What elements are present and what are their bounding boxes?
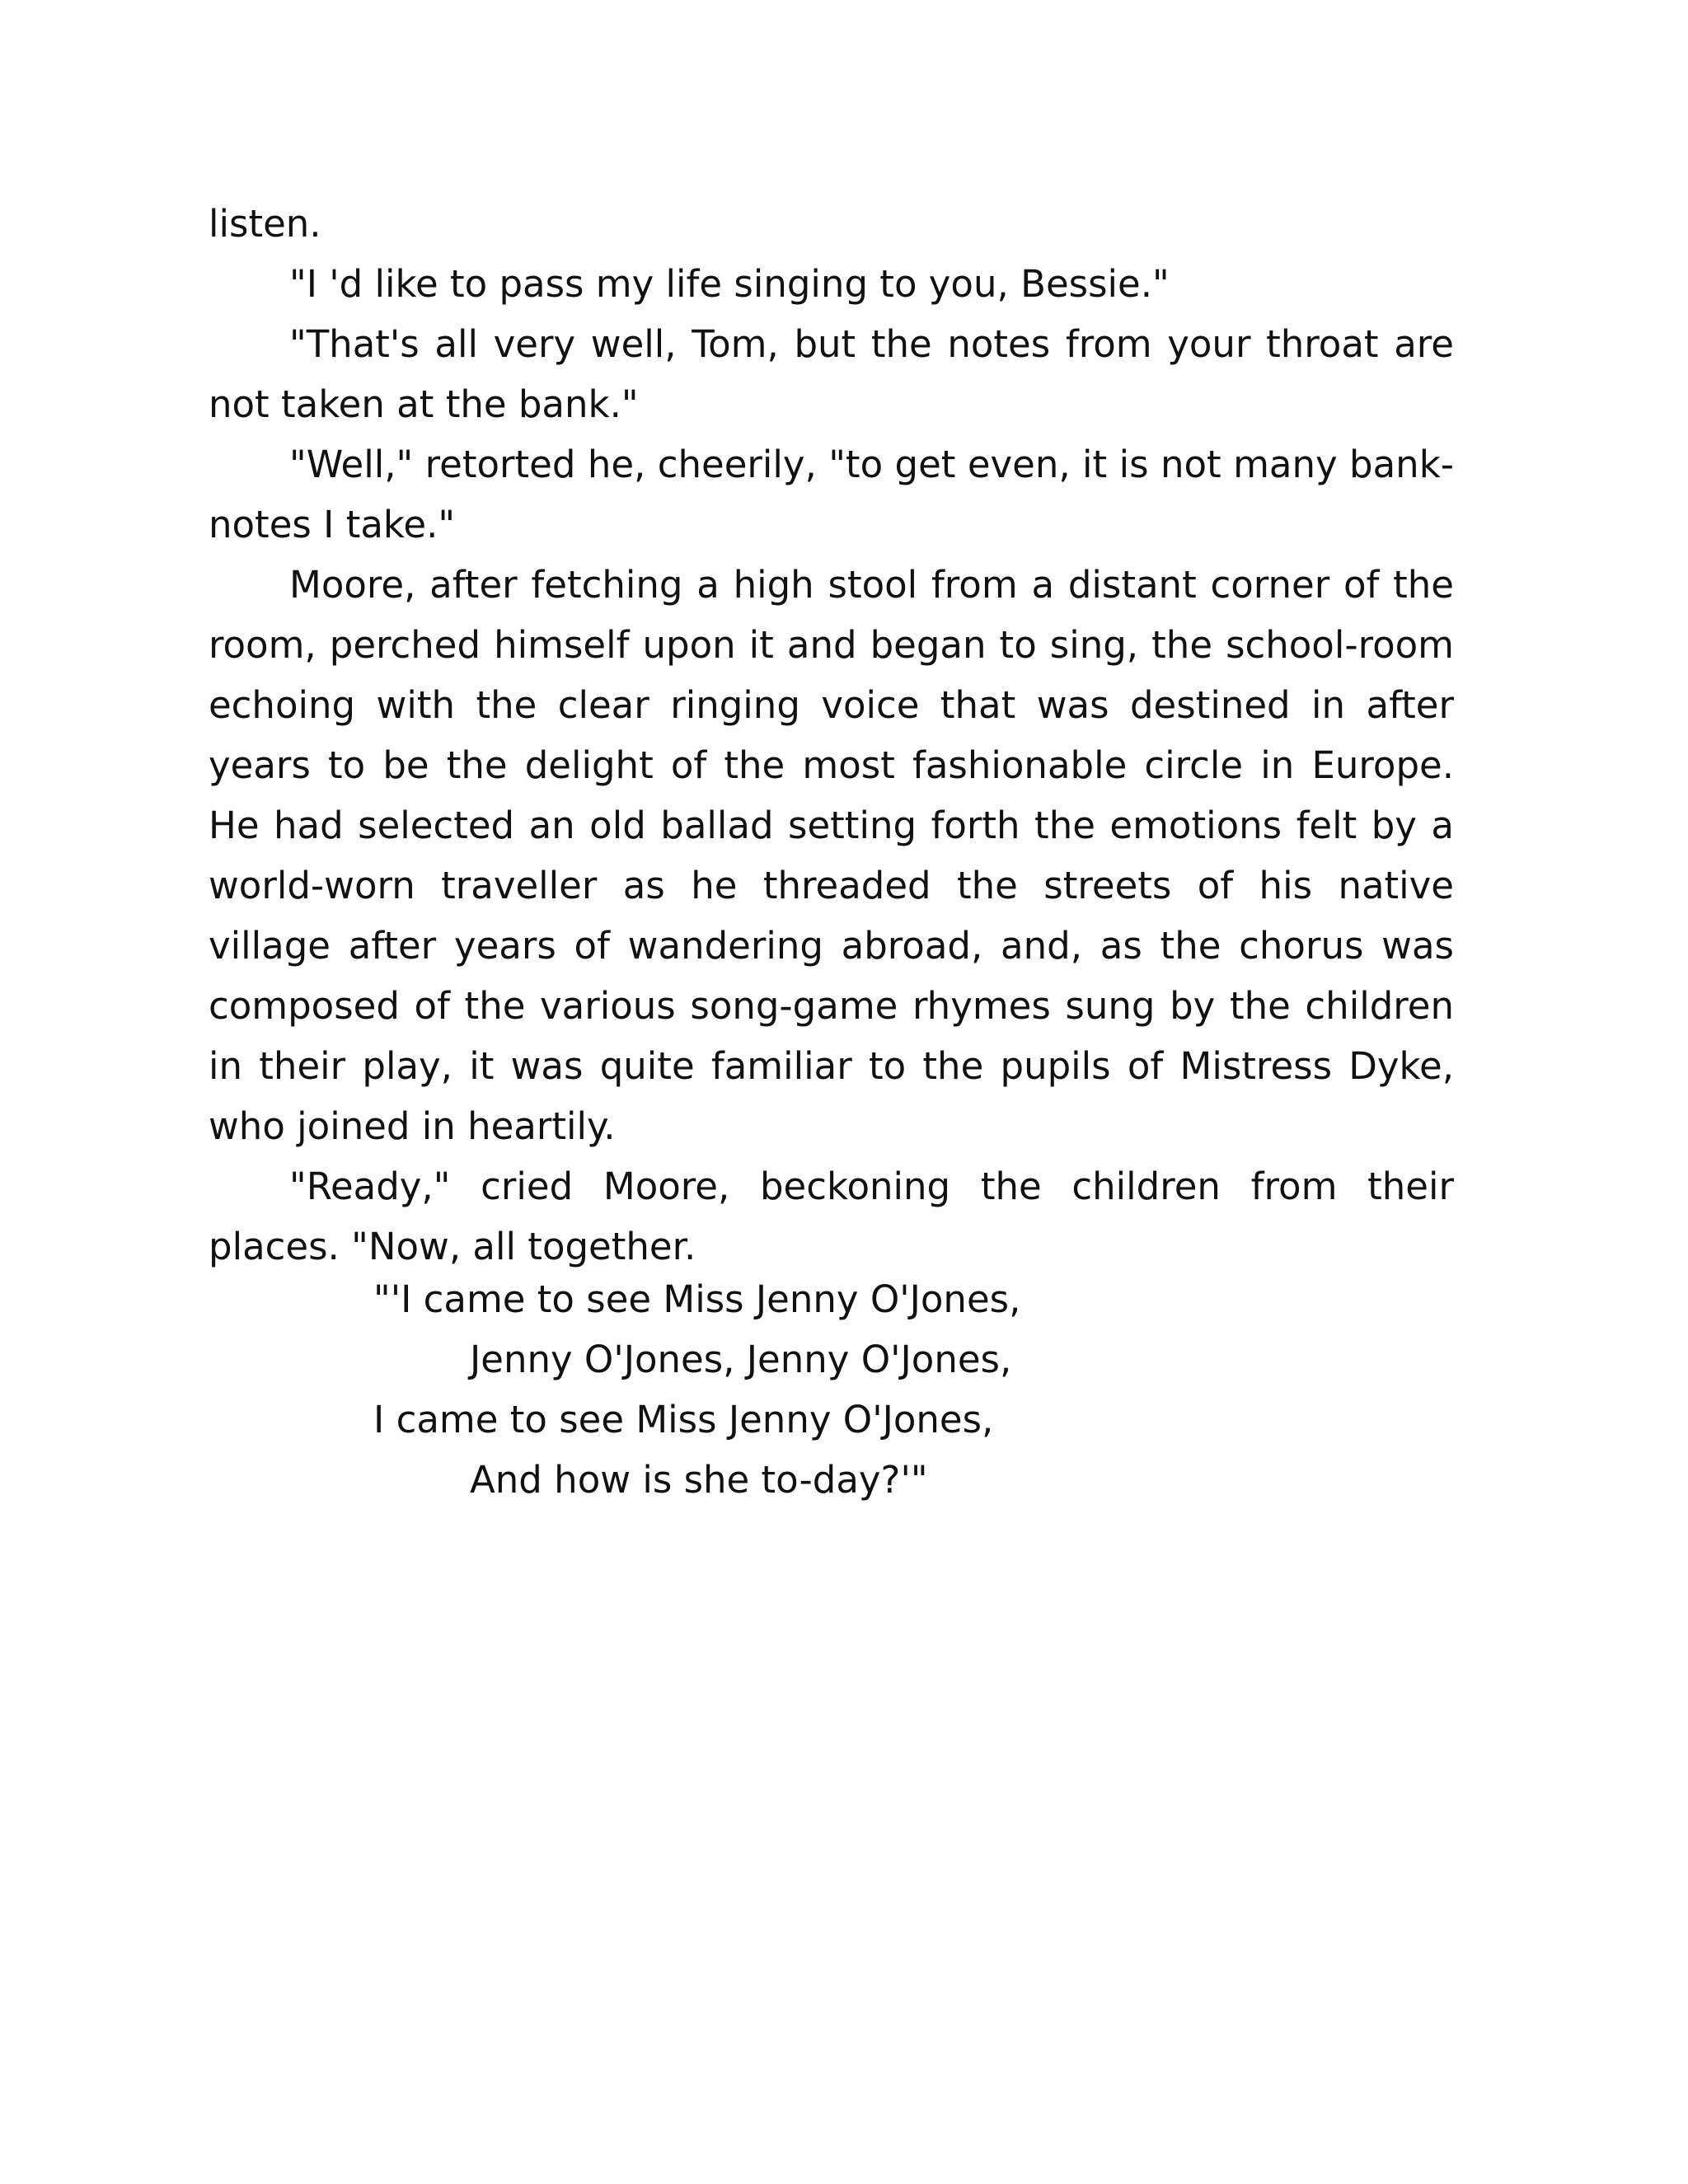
verse-block bbox=[373, 1269, 1020, 1510]
paragraph-continuation: listen. bbox=[209, 202, 321, 246]
paragraph: "That's all very well, Tom, but the notes from your throat are not taken at the bank." bbox=[209, 322, 1454, 426]
paragraph: "Ready," cried Moore, beckoning the children from their places. "Now, all together. bbox=[209, 1165, 1454, 1268]
paragraph: Moore, after fetching a high stool from a distant corner of the room, perched himself upon it and began to sing, the school-room echoing with the clear ringing voice that was destined in after years to be the delight of the most fashionable circle in Europe. He had selected an old ballad setting forth the emotions felt by a world-worn traveller as he threaded the streets of his native village after years of wandering abroad, and, as the chorus was composed of the various song-game rhymes sung by the children in their play, it was quite familiar to the pupils of Mistress Dyke, who joined in heartily. bbox=[209, 563, 1454, 1148]
paragraph: "I 'd like to pass my life singing to you, Bessie." bbox=[289, 262, 1170, 306]
verse-line: "'I came to see Miss Jenny O'Jones, bbox=[373, 1277, 1021, 1321]
verse-line-indented: Jenny O'Jones, Jenny O'Jones, bbox=[470, 1338, 1012, 1381]
paragraph: "Well," retorted he, cheerily, "to get even, it is not many bank-notes I take." bbox=[209, 443, 1454, 546]
body-text bbox=[209, 194, 1454, 1277]
verse-line-indented: And how is she to-day?'" bbox=[470, 1458, 928, 1502]
verse-line: I came to see Miss Jenny O'Jones, bbox=[373, 1398, 994, 1441]
